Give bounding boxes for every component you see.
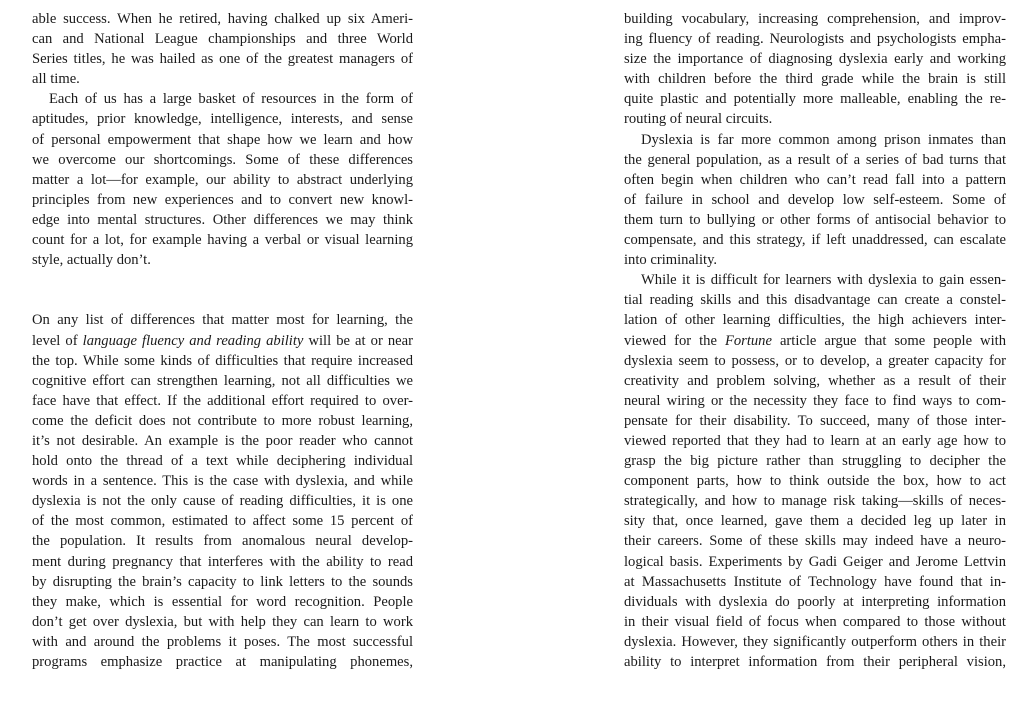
text-run: able success. When he retired, having chalked up six Ameri-: [32, 11, 413, 27]
text-line: [624, 150, 1006, 170]
left-text-column: [32, 9, 413, 672]
text-line: [624, 572, 1006, 592]
text-run: routing of neural circuits.: [624, 111, 773, 128]
italic-text: Fortune: [724, 332, 772, 349]
right-text-column: [624, 9, 1006, 672]
text-run: matter a lot—for example, our ability to abstract underlying: [32, 171, 413, 188]
text-line: [624, 612, 1006, 632]
text-run: it’s not desirable. An example is the poor reader who cannot: [32, 432, 413, 449]
text-line: [32, 210, 413, 230]
text-line: [32, 652, 413, 672]
text-run: neural wiring or the necessity they face to find ways to com-: [624, 392, 1006, 409]
text-run: by disrupting the brain’s capacity to link letters to the sounds: [32, 573, 413, 590]
text-run: into criminality.: [624, 252, 718, 269]
text-run: lation of other learning difficulties, the high achievers inter-: [624, 312, 1006, 329]
text-line: [624, 210, 1006, 230]
text-line: [32, 170, 413, 190]
text-line: [32, 592, 413, 612]
text-run: in their visual field of focus when compared to those without: [624, 613, 1006, 630]
text-line: [624, 270, 1006, 290]
text-run: pensate for their disability. To succeed, many of those inter-: [624, 412, 1006, 429]
text-line: [624, 531, 1006, 551]
text-line: [624, 190, 1006, 210]
text-line: [32, 89, 413, 109]
text-line: [32, 9, 413, 29]
text-line: [32, 552, 413, 572]
text-line: [624, 632, 1006, 652]
text-run: with and around the problems it poses. The most successful: [32, 633, 413, 650]
text-line: [32, 491, 413, 511]
text-run: with children before the third grade while the brain is still: [624, 71, 1006, 88]
text-line: [32, 351, 413, 371]
text-line: [624, 69, 1006, 89]
text-line: [624, 290, 1006, 310]
text-run: principles from new experiences and to convert new knowl-: [32, 191, 413, 208]
text-line: [624, 49, 1006, 69]
text-run: we overcome our shortcomings. Some of these differences: [32, 151, 413, 168]
text-line: [624, 511, 1006, 531]
text-run: strategically, and how to manage risk taking—skills of neces-: [624, 493, 1006, 510]
text-run: all time.: [32, 71, 80, 88]
text-line: [32, 190, 413, 210]
text-line: [32, 331, 413, 351]
text-run: they make, which is essential for word recognition. People: [32, 593, 413, 610]
text-line: [624, 9, 1006, 29]
text-run: will be at or near: [303, 332, 413, 349]
text-run: ment during pregnancy that interferes with the ability to read: [32, 553, 413, 570]
text-run: them turn to bullying or other forms of antisocial behavior to: [624, 211, 1006, 228]
text-run: ing fluency of reading. Neurologists and psychologists empha-: [624, 31, 1006, 48]
text-run: building vocabulary, increasing comprehension, and improv-: [624, 11, 1006, 27]
text-line: [32, 69, 413, 89]
text-run: of the most common, estimated to affect some 15 percent of: [32, 513, 413, 530]
text-line: [32, 572, 413, 592]
text-run: quite plastic and potentially more malleable, enabling the re-: [624, 91, 1006, 108]
text-line: [32, 632, 413, 652]
text-run: dividuals with dyslexia do poorly at interpreting information: [624, 593, 1006, 610]
text-run: can and National League championships and three World: [32, 31, 413, 48]
text-run: come the deficit does not contribute to more robust learning,: [32, 412, 413, 429]
text-run: style, actually don’t.: [32, 252, 151, 269]
text-run: edge into mental structures. Other differences we may think: [32, 211, 413, 228]
text-run: count for a lot, for example having a verbal or visual learning: [32, 232, 413, 249]
text-run: component parts, how to think outside the box, how to act: [624, 473, 1006, 490]
text-line: [624, 411, 1006, 431]
text-line: [624, 552, 1006, 572]
text-run: the general population, as a result of a series of bad turns that: [624, 151, 1006, 168]
text-line: [32, 411, 413, 431]
text-line: [624, 29, 1006, 49]
text-run: logical basis. Experiments by Gadi Geiger and Jerome Lettvin: [624, 553, 1006, 570]
text-run: their careers. Some of these skills may indeed have a neuro-: [624, 533, 1006, 550]
text-line: [624, 652, 1006, 672]
text-run: grasp the big picture rather than struggling to decipher the: [624, 453, 1006, 470]
text-line: [32, 310, 413, 330]
text-line: [32, 130, 413, 150]
text-line: [624, 89, 1006, 109]
text-run: compensate, and this strategy, if left unaddressed, can escalate: [624, 232, 1006, 249]
section-break: [32, 270, 413, 310]
text-line: [624, 391, 1006, 411]
text-line: [624, 230, 1006, 250]
text-line: [32, 511, 413, 531]
text-run: viewed for the: [624, 332, 725, 349]
text-run: words in a sentence. This is the case with dyslexia, and while: [32, 473, 413, 490]
text-run: cognitive effort can strengthen learning, not all difficulties we: [32, 372, 413, 389]
text-run: at Massachusetts Institute of Technology have found that in-: [624, 573, 1006, 590]
text-line: [32, 391, 413, 411]
text-run: dyslexia seem to possess, or to develop, a greater capacity for: [624, 352, 1006, 369]
text-line: [32, 612, 413, 632]
text-line: [32, 230, 413, 250]
text-run: While it is difficult for learners with dyslexia to gain essen-: [641, 272, 1006, 289]
italic-text: language fluency and reading ability: [82, 332, 304, 349]
text-line: [624, 351, 1006, 371]
text-run: viewed reported that they had to learn at an early age how to: [624, 432, 1006, 449]
text-line: [32, 471, 413, 491]
text-line: [624, 310, 1006, 330]
text-run: face have that effect. If the additional effort required to over-: [32, 392, 413, 409]
text-line: [32, 49, 413, 69]
text-run: don’t get over dyslexia, but with help they can learn to work: [32, 613, 413, 630]
text-run: article argue that some people with: [771, 332, 1006, 349]
text-line: [32, 250, 413, 270]
text-line: [32, 371, 413, 391]
text-line: [32, 531, 413, 551]
text-line: [624, 592, 1006, 612]
text-line: [624, 431, 1006, 451]
text-run: the population. It results from anomalous neural develop-: [32, 533, 413, 550]
text-line: [32, 29, 413, 49]
text-run: Dyslexia is far more common among prison inmates than: [641, 131, 1006, 148]
text-run: Each of us has a large basket of resources in the form of: [49, 91, 413, 108]
text-run: dyslexia. However, they significantly outperform others in their: [624, 633, 1006, 650]
text-run: of failure in school and develop low self-esteem. Some of: [624, 191, 1006, 208]
text-run: of personal empowerment that shape how we learn and how: [32, 131, 413, 148]
text-line: [624, 371, 1006, 391]
text-run: On any list of differences that matter most for learning, the: [32, 312, 413, 329]
text-run: creativity and problem solving, whether as a result of their: [624, 372, 1006, 389]
text-line: [624, 109, 1006, 129]
text-line: [624, 250, 1006, 270]
text-line: [624, 130, 1006, 150]
text-run: Series titles, he was hailed as one of the greatest managers of: [32, 51, 413, 68]
text-line: [624, 331, 1006, 351]
text-line: [624, 491, 1006, 511]
text-run: sity that, once learned, gave them a decided leg up later in: [624, 513, 1006, 530]
text-run: aptitudes, prior knowledge, intelligence, interests, and sense: [32, 111, 413, 128]
text-run: the top. While some kinds of difficulties that require increased: [32, 352, 413, 369]
text-run: often begin when children who can’t read fall into a pattern: [624, 171, 1006, 188]
text-run: level of: [32, 332, 83, 349]
text-run: dyslexia is not the only cause of reading difficulties, it is one: [32, 493, 413, 510]
text-run: programs emphasize practice at manipulating phonemes,: [32, 654, 413, 670]
text-run: ability to interpret information from their peripheral vision,: [624, 654, 1006, 670]
text-run: size the importance of diagnosing dyslexia early and working: [624, 51, 1006, 68]
text-line: [32, 431, 413, 451]
text-line: [624, 170, 1006, 190]
text-line: [32, 109, 413, 129]
text-line: [624, 471, 1006, 491]
text-line: [624, 451, 1006, 471]
text-line: [32, 150, 413, 170]
text-line: [32, 451, 413, 471]
text-run: tial reading skills and this disadvantage can create a constel-: [624, 292, 1006, 309]
text-run: hold onto the thread of a text while deciphering individual: [32, 453, 413, 470]
